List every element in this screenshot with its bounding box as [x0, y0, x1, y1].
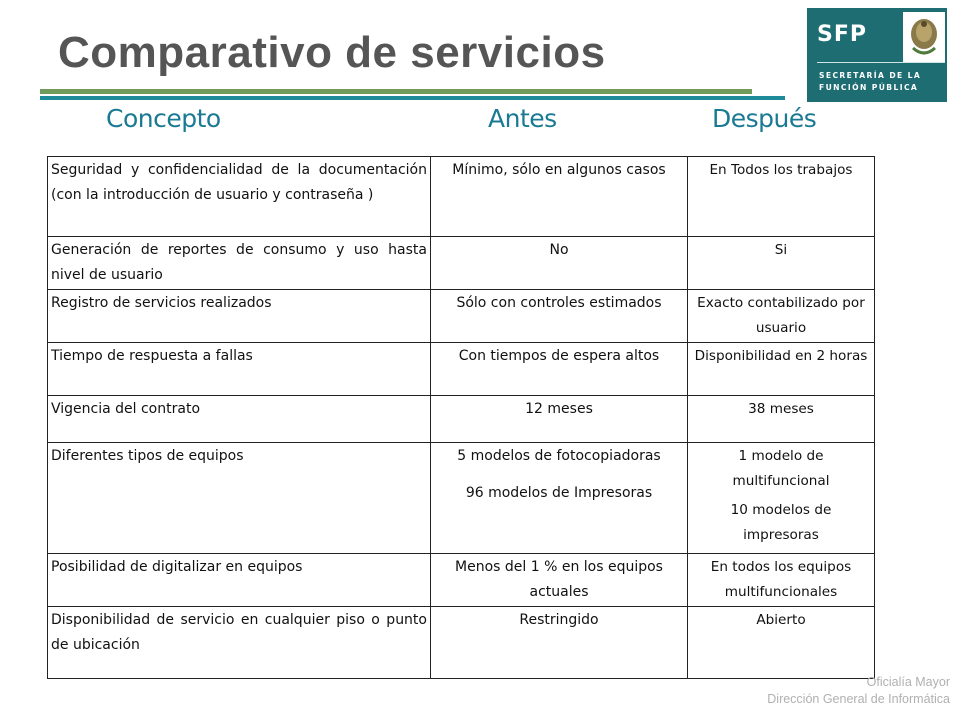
column-header-concepto: Concepto	[106, 104, 221, 133]
cell-antes: Con tiempos de espera altos	[431, 343, 688, 396]
title-underline-teal	[40, 96, 785, 100]
cell-despues: 38 meses	[688, 396, 875, 443]
cell-antes: 12 meses	[431, 396, 688, 443]
cell-antes	[431, 443, 688, 554]
cell-concepto: Disponibilidad de servicio en cualquier piso o punto de ubicación	[48, 607, 431, 679]
comparison-table	[47, 156, 875, 679]
table-row	[48, 607, 875, 679]
cell-concepto: Vigencia del contrato	[48, 396, 431, 443]
table-row	[48, 554, 875, 607]
table-row	[48, 396, 875, 443]
cell-antes-line2: 96 modelos de Impresoras	[465, 485, 653, 501]
cell-despues: En Todos los trabajos	[688, 157, 875, 237]
cell-concepto: Seguridad y confidencialidad de la documentación (con la introducción de usuario y contraseña )	[48, 157, 431, 237]
footer	[767, 674, 950, 708]
cell-despues	[688, 443, 875, 554]
cell-concepto: Posibilidad de digitalizar en equipos	[48, 554, 431, 607]
title-underline-green	[40, 89, 752, 94]
cell-despues-line1: 1 modelo de multifuncional	[732, 448, 830, 489]
table-row	[48, 443, 875, 554]
logo-divider	[817, 62, 945, 63]
footer-line2: Dirección General de Informática	[767, 692, 950, 706]
cell-despues: Exacto contabilizado por usuario	[688, 290, 875, 343]
cell-antes: No	[431, 237, 688, 290]
table-row	[48, 343, 875, 396]
logo-abbreviation: SFP	[817, 22, 867, 47]
table-row	[48, 237, 875, 290]
cell-antes: Menos del 1 % en los equipos actuales	[431, 554, 688, 607]
column-header-antes: Antes	[488, 104, 557, 133]
table-row	[48, 157, 875, 237]
cell-despues: Disponibilidad en 2 horas	[688, 343, 875, 396]
column-header-despues: Después	[712, 104, 817, 133]
table-row	[48, 290, 875, 343]
cell-antes: Mínimo, sólo en algunos casos	[431, 157, 688, 237]
mexican-eagle-emblem-icon	[903, 12, 945, 62]
cell-concepto: Tiempo de respuesta a fallas	[48, 343, 431, 396]
cell-concepto: Generación de reportes de consumo y uso hasta nivel de usuario	[48, 237, 431, 290]
slide-title: Comparativo de servicios	[58, 28, 606, 77]
cell-concepto: Registro de servicios realizados	[48, 290, 431, 343]
sfp-logo	[807, 8, 947, 102]
cell-concepto: Diferentes tipos de equipos	[48, 443, 431, 554]
logo-subtitle	[819, 70, 943, 94]
cell-despues: Abierto	[688, 607, 875, 679]
cell-despues: En todos los equipos multifuncionales	[688, 554, 875, 607]
cell-antes: Restringido	[431, 607, 688, 679]
footer-line1: Oficialía Mayor	[866, 675, 950, 689]
cell-antes-line1: 5 modelos de fotocopiadoras	[457, 448, 661, 464]
logo-subtitle-line1: SECRETARÍA DE LA	[819, 71, 922, 80]
logo-subtitle-line2: FUNCIÓN PÚBLICA	[819, 83, 919, 92]
cell-despues-line2: 10 modelos de impresoras	[730, 502, 832, 543]
cell-antes: Sólo con controles estimados	[431, 290, 688, 343]
cell-despues: Si	[688, 237, 875, 290]
